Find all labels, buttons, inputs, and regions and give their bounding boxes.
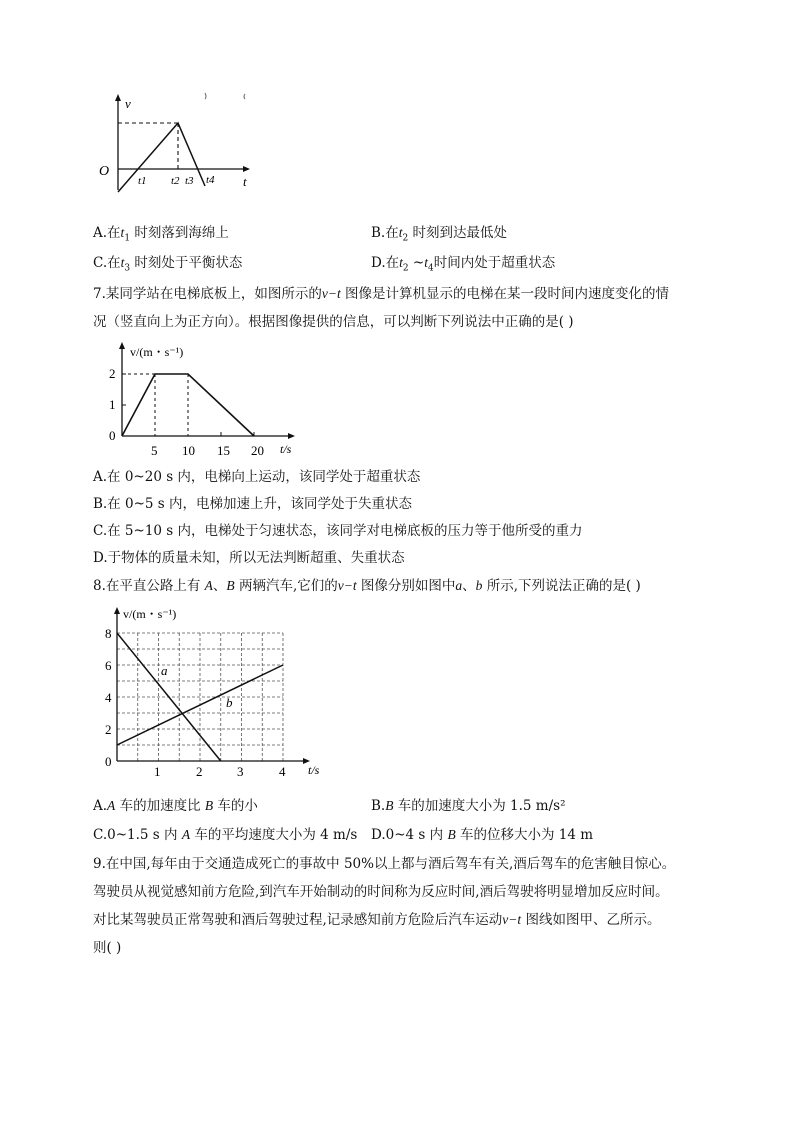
q6-t4-label: t4 [206, 174, 215, 186]
q7-ytick-1: 1 [109, 397, 116, 412]
q6-origin-label: O [99, 164, 110, 179]
q8-v-arrow [114, 607, 120, 614]
q6-t3-label: t3 [185, 175, 194, 187]
q6-vt-graph [95, 90, 265, 205]
q6-option-b: B.在$t_2$ 时刻到达最低处 [371, 225, 508, 244]
q7-xtick-15: 15 [217, 443, 230, 458]
q8-ytick-6: 6 [105, 658, 112, 673]
q8-option-c: C.0~1.5 s 内 A 车的平均速度大小为 4 m/s [93, 827, 358, 843]
q6-option-c: C.在$t_3$ 时刻处于平衡状态 [93, 255, 243, 274]
q7-option-a: A.在 0~20 s 内，电梯向上运动，该同学处于超重状态 [93, 469, 421, 485]
q7-option-c: C.在 5~10 s 内，电梯处于匀速状态，该同学对电梯底板的压力等于他所受的重力 [93, 523, 583, 539]
scan-artifact [205, 93, 245, 99]
q8-x-axis-label: t/s [308, 763, 320, 777]
q7-xtick-5: 5 [151, 443, 158, 458]
q8-ytick-0: 0 [105, 754, 112, 769]
q8-ytick-8: 8 [105, 626, 112, 641]
q8-vt-graph [100, 603, 340, 783]
q6-t1-label: t1 [138, 175, 147, 187]
q6-t-label: t [243, 174, 247, 189]
q8-ytick-4: 4 [105, 690, 112, 705]
q9-line2: 驾驶员从视觉感知前方危险,到汽车开始制动的时间称为反应时间,酒后驾驶将明显增加反应时间。 [93, 884, 669, 900]
q6-t2-label: t2 [171, 175, 180, 187]
q9-line1: 9.在中国,每年由于交通造成死亡的事故中 50%以上都与酒后驾车有关,酒后驾车的危害触目惊心。 [93, 856, 676, 872]
q7-option-d: D.于物体的质量未知，所以无法判断超重、失重状态 [93, 550, 405, 566]
q9-line4: 则( ) [93, 940, 122, 956]
q7-v-arrow [119, 342, 125, 349]
q7-xtick-10: 10 [182, 443, 195, 458]
q7-option-b: B.在 0~5 s 内，电梯加速上升，该同学处于失重状态 [93, 496, 413, 512]
q6-option-d: D.在$t_2$ $\sim t_4$时间内处于超重状态 [371, 255, 556, 274]
q8-option-d: D.0~4 s 内 B 车的位移大小为 14 m [371, 827, 594, 843]
q7-stem-line2: 况（竖直向上为正方向）。根据图像提供的信息，可以判断下列说法中正确的是( ) [93, 314, 574, 330]
q9-line3: 对比某驾驶员正常驾驶和酒后驾驶过程,记录感知前方危险后汽车运动v−t 图线如图甲、乙所示。 [93, 912, 661, 928]
q8-line-b-label: b [226, 695, 233, 710]
q7-y-axis-label: v/(m・s⁻¹) [130, 345, 184, 359]
q8-y-axis-label: v/(m・s⁻¹) [123, 607, 177, 621]
q8-line-a-label: a [161, 663, 168, 678]
q8-stem: 8.在平直公路上有 A、B 两辆汽车,它们的v−t 图像分别如图中a、b 所示,下列说法正确的是( ) [93, 578, 641, 594]
q8-option-a: A.A 车的加速度比 B 车的小 [93, 798, 258, 814]
q8-xtick-3: 3 [237, 764, 244, 779]
q6-v-arrow [115, 94, 121, 101]
q8-xtick-1: 1 [154, 764, 161, 779]
q6-option-a: A.在$t_1$ 时刻落到海绵上 [93, 225, 229, 244]
q7-ytick-0: 0 [109, 428, 116, 443]
q7-stem-line1: 7.某同学站在电梯底板上，如图所示的v−t 图像是计算机显示的电梯在某一段时间内速度变化的情 [93, 286, 670, 302]
q7-ytick-2: 2 [109, 366, 116, 381]
q6-t-arrow [243, 166, 250, 172]
q8-ytick-2: 2 [105, 722, 112, 737]
q7-vt-graph [100, 340, 320, 465]
q8-xtick-2: 2 [196, 764, 203, 779]
q8-option-b: B.B 车的加速度大小为 1.5 m/s² [371, 798, 566, 814]
q8-xtick-4: 4 [279, 764, 286, 779]
q6-v-label: v [125, 96, 131, 111]
q7-xtick-20: 20 [251, 443, 264, 458]
q7-t-arrow [288, 433, 295, 439]
q7-x-axis-label: t/s [280, 442, 292, 456]
